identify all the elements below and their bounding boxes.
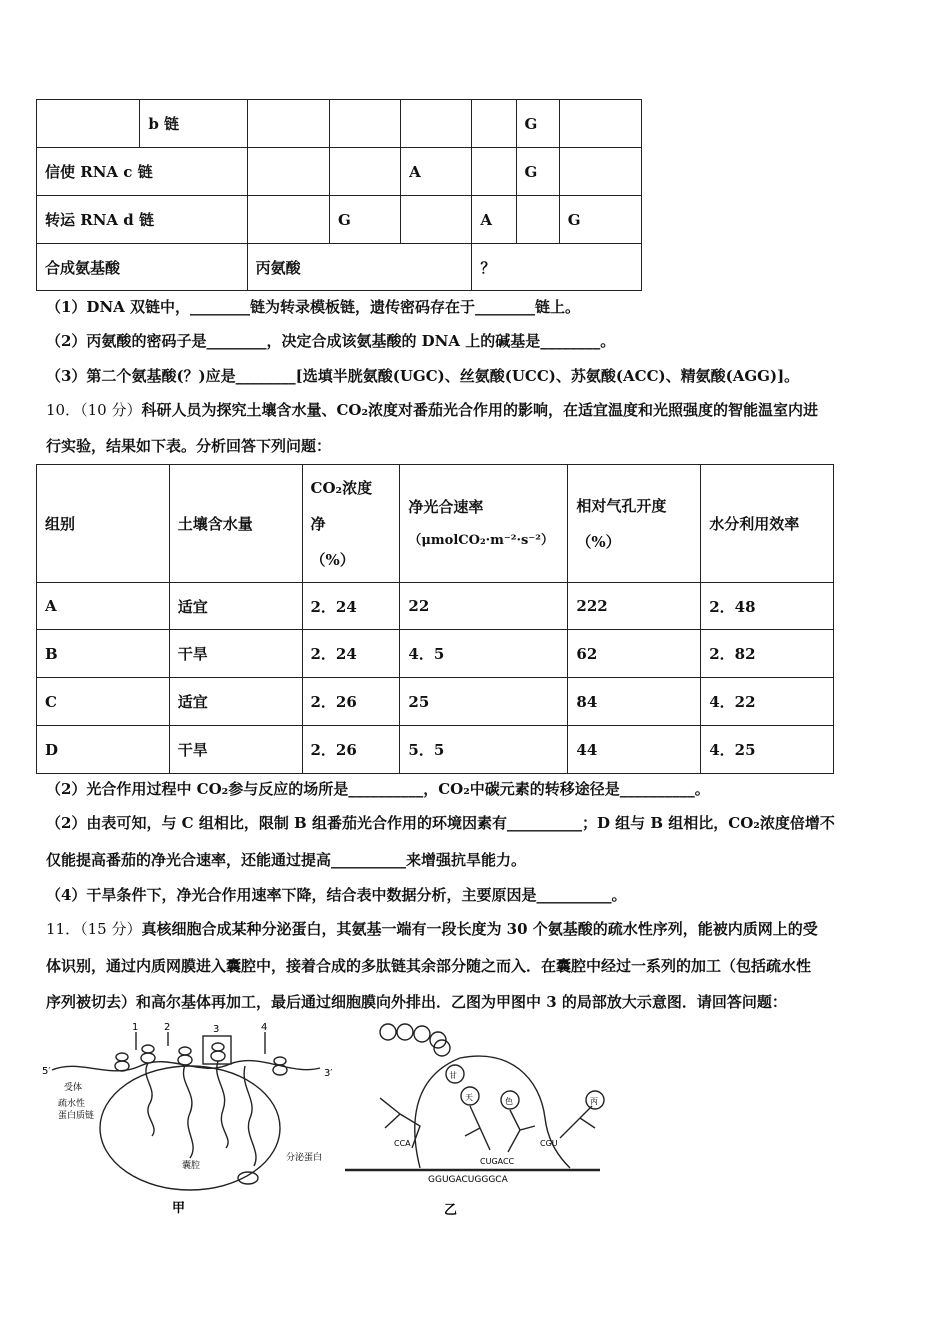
table-cell: A [401,148,472,196]
table-cell: b 链 [140,100,247,148]
table-row [37,244,642,291]
fig-cca-label: CCA [394,1139,411,1148]
header-group: 组别 [37,465,170,583]
q9-part3: （3）第二个氨基酸(？)应是________[选填半胱氨酸(UGC)、丝氨酸(UCC)、苏氨酸(ACC)、精氨酸(AGG)]。 [46,367,800,385]
table-row: B 干旱 2．24 4．5 62 2．82 [37,630,834,678]
fig-ala-label: 丙 [590,1097,598,1106]
fig-cugacc-label: CUGACC [480,1157,515,1166]
table-row [37,148,642,196]
table-cell: 转运 RNA d 链 [37,196,248,244]
fig-gly-label: 甘 [449,1071,457,1080]
table-row: C 适宜 2．26 25 84 4．22 [37,678,834,726]
q9-part2: （2）丙氨酸的密码子是________，决定合成该氨基酸的 DNA 上的碱基是________。 [46,332,616,350]
table-cell: G [329,196,400,244]
table-row: A 适宜 2．24 22 222 2．48 [37,583,834,630]
table-cell: A [472,196,516,244]
table-cell: 丙氨酸 [247,244,472,291]
fig-asp-label: 天 [465,1093,473,1102]
fig-5prime: 5′ [42,1066,51,1077]
fig-jia-title: 甲 [172,1201,186,1216]
header-soil: 土壤含水量 [169,465,302,583]
q11-stem-line3: 序列被切去）和高尔基体再加工，最后通过细胞膜向外排出．乙图为甲图中 3 的局部放大示意图．请回答问题： [46,993,787,1011]
fig-label-4: 4 [261,1022,268,1033]
table-row: D 干旱 2．26 5．5 44 4．25 [37,726,834,774]
codon-table [36,99,642,291]
q10-part4: （4）干旱条件下，净光合作用速率下降，结合表中数据分析，主要原因是__________。 [46,886,627,904]
q10-part2: （2）由表可知，与 C 组相比，限制 B 组番茄光合作用的环境因素有__________；D 组与 B 组相比，CO₂浓度倍增不 [46,814,835,832]
table-cell: G [516,148,559,196]
fig-yi-title: 乙 [444,1203,458,1218]
header-rate: 净光合速率 （μmolCO₂·m⁻²·s⁻²） [400,465,568,583]
q10-stem-line1 [46,399,818,420]
q10-part1: （2）光合作用过程中 CO₂参与反应的场所是__________，CO₂中碳元素的转移途径是__________。 [46,780,710,798]
experiment-table [36,464,834,774]
figure-yi [345,1024,604,1170]
fig-3prime: 3′ [324,1068,333,1079]
fig-protein-chain-label: 蛋白质链 [58,1111,95,1121]
table-cell: G [516,100,559,148]
table-cell: G [559,196,641,244]
q10-number: 10．（10 分） [46,401,142,419]
q10-stem-line2: 行实验，结果如下表。分析回答下列问题： [46,437,332,455]
fig-lumen-label: 囊腔 [182,1161,201,1171]
header-co2: CO₂浓度 净 （%） [302,465,400,583]
table-row [37,100,642,148]
q10-part2-cont: 仅能提高番茄的净光合速率，还能通过提高__________来增强抗旱能力。 [46,851,527,869]
q11-stem-line1: 11．（15 分）真核细胞合成某种分泌蛋白，其氨基一端有一段长度为 30 个氨基酸的疏水性序列，能被内质网上的受 [46,920,818,938]
table-cell: 信使 RNA c 链 [37,148,248,196]
fig-secreted-label: 分泌蛋白 [286,1153,323,1163]
fig-hydrophobic-label: 疏水性 [58,1099,86,1109]
q11-number: 11．（15 分） [46,920,142,938]
fig-label-1: 1 [132,1022,139,1033]
q9-part1: （1）DNA 双链中，________链为转录模板链，遗传密码存在于________链上。 [46,298,581,316]
table-header-row [37,465,834,583]
header-water: 水分利用效率 [701,465,834,583]
fig-trp-label: 色 [505,1097,513,1106]
table-cell: ？ [472,244,642,291]
translation-figure [40,1018,610,1218]
fig-mrna-label: GGUGACUGGGCA [428,1175,508,1185]
header-stoma: 相对气孔开度 （%） [568,465,701,583]
q11-stem-line2: 体识别，通过内质网膜进入囊腔中，接着合成的多肽链其余部分随之而入．在囊腔中经过一系列的加工（包括疏水性 [46,957,812,975]
fig-label-2: 2 [164,1022,171,1033]
fig-label-3: 3 [213,1024,220,1035]
table-cell: 合成氨基酸 [37,244,248,291]
fig-cgu-label: CGU [540,1139,558,1148]
table-row [37,196,642,244]
fig-receptor-label: 受体 [64,1083,83,1093]
q10-intro: 科研人员为探究土壤含水量、CO₂浓度对番茄光合作用的影响，在适宜温度和光照强度的智能温室内进 [141,401,819,419]
